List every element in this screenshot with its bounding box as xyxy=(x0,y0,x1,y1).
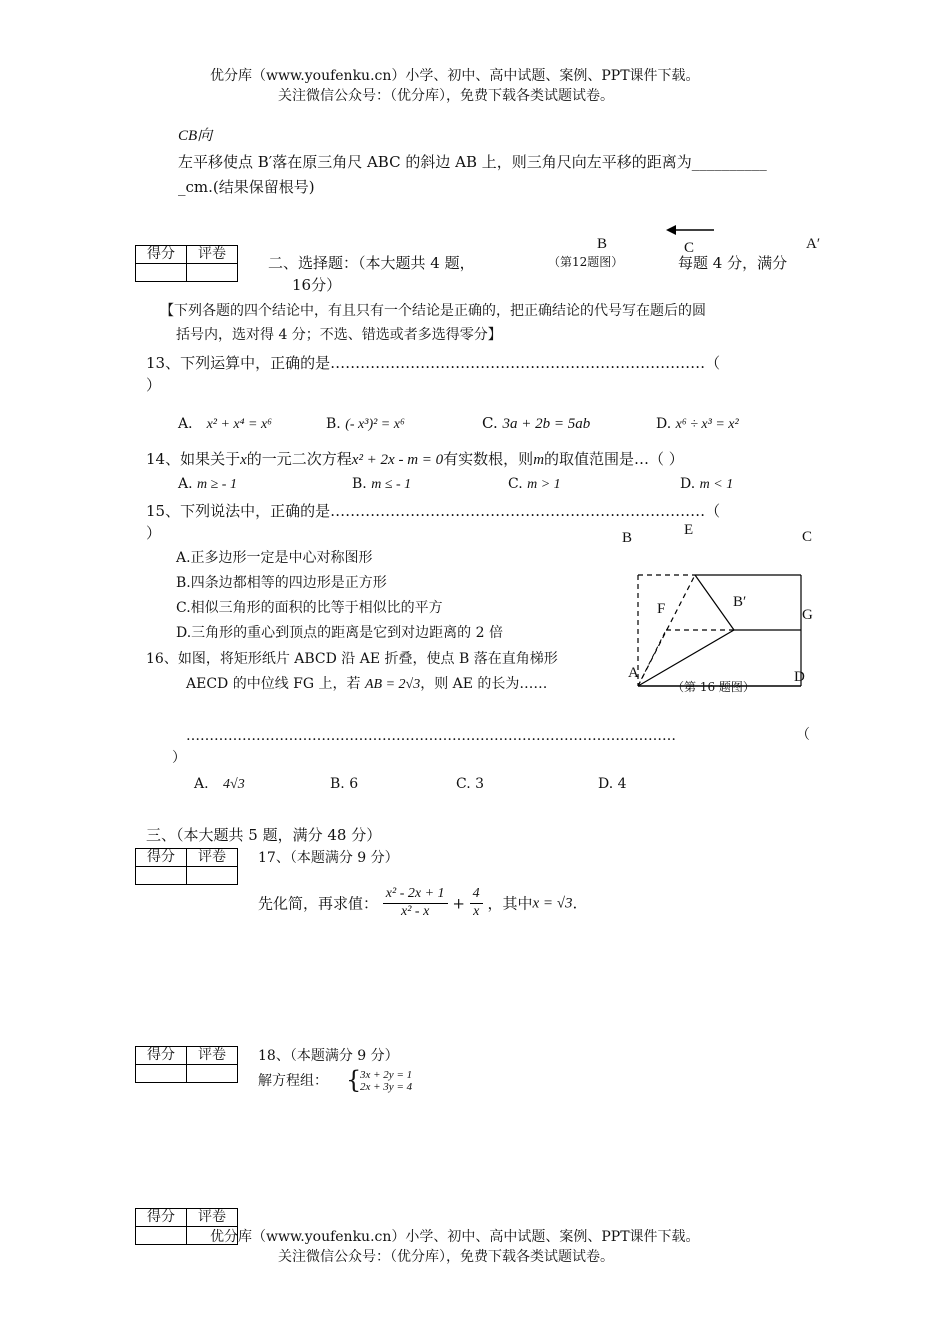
q16-option-d[interactable]: D. 4 xyxy=(598,776,627,792)
score-box-q18 xyxy=(135,1046,238,1083)
section2-title-end: 16分） xyxy=(292,276,342,294)
q13-option-d-expr: x⁶ ÷ x³ = x² xyxy=(675,417,739,432)
q16-label-g: G xyxy=(802,607,813,623)
score-label: 得分 xyxy=(136,246,187,264)
q16-stem-eq: AB = 2√3 xyxy=(364,677,421,692)
section2-title-tail: 每题 4 分，满分 xyxy=(678,254,788,272)
q17-cond-expr: x = √3 xyxy=(532,895,573,912)
q17-frac2-num: 4 xyxy=(470,886,483,904)
q12-line-1: CB向 xyxy=(178,128,213,144)
q16-stem-line-2-pre: AECD 的中位线 FG 上，若 xyxy=(186,676,361,692)
q12-line-3: _cm.(结果保留根号) xyxy=(178,178,315,196)
q14-stem-eq: x² + 2x - m = 0 xyxy=(351,452,444,468)
q16-close: ） xyxy=(172,750,186,766)
q16-caption: （第 16 题图） xyxy=(672,680,755,694)
q16-stem-line-2-post: ，则 AE 的长为…… xyxy=(420,676,548,692)
q13-option-b[interactable] xyxy=(326,416,405,434)
q14-option-d-expr: m < 1 xyxy=(699,477,734,492)
q14-stem-post: 有实数根，则 xyxy=(443,450,534,468)
q15-option-c[interactable]: C.相似三角形的面积的比等于相似比的平方 xyxy=(176,600,443,616)
score-label: 得分 xyxy=(136,1047,187,1065)
q14-option-c[interactable] xyxy=(508,476,561,494)
q13-option-c-label: C. xyxy=(482,414,498,432)
q13-option-c-expr: 3a + 2b = 5ab xyxy=(502,416,591,432)
q17-frac2-den: x xyxy=(473,903,480,919)
q16-option-c[interactable]: C. 3 xyxy=(456,776,485,792)
review-cell[interactable] xyxy=(187,1065,238,1083)
q13-option-c[interactable] xyxy=(482,414,590,433)
q14-option-b[interactable] xyxy=(352,476,411,494)
q13-option-d[interactable] xyxy=(656,416,739,434)
q13-option-d-label: D. xyxy=(656,416,672,432)
review-label: 评卷 xyxy=(187,1209,238,1227)
review-cell[interactable] xyxy=(187,867,238,885)
q13-stem: 13、下列运算中，正确的是…………………………………………………………………（ xyxy=(146,354,721,372)
q15-stem: 15、下列说法中，正确的是…………………………………………………………………（ xyxy=(146,502,721,520)
q16-stem-line-2 xyxy=(186,676,547,694)
q14-stem-var2: m xyxy=(533,452,545,468)
q14-option-c-label: C. xyxy=(508,476,523,492)
q16-figure xyxy=(630,570,805,690)
q12-label-c: C xyxy=(684,240,695,256)
q17-fraction-1 xyxy=(383,886,448,921)
q15-close: ） xyxy=(146,524,162,542)
q13-option-a[interactable] xyxy=(178,416,272,434)
q12-label-b: B xyxy=(597,236,608,252)
score-cell[interactable] xyxy=(136,264,187,282)
q16-label-a: A xyxy=(628,665,639,681)
q14-option-a[interactable] xyxy=(178,476,237,494)
q16-label-b: B xyxy=(622,530,633,546)
q12-arrow-icon xyxy=(664,222,716,238)
q14-stem-mid: 的一元二次方程 xyxy=(246,450,352,468)
review-label: 评卷 xyxy=(187,849,238,867)
q16-label-b-prime: B′ xyxy=(733,594,747,610)
q17-cond-end: . xyxy=(572,894,578,913)
score-cell[interactable] xyxy=(136,867,187,885)
q17-plus: + xyxy=(452,894,465,913)
q15-option-a[interactable]: A.正多边形一定是中心对称图形 xyxy=(176,550,373,566)
section3-title: 三、（本大题共 5 题，满分 48 分） xyxy=(146,826,382,844)
review-cell[interactable] xyxy=(187,264,238,282)
review-label: 评卷 xyxy=(187,246,238,264)
q14-option-c-expr: m > 1 xyxy=(527,477,561,492)
q17-cond-pre: ，其中 xyxy=(487,894,533,913)
q15-option-d[interactable]: D.三角形的重心到顶点的距离是它到对边距离的 2 倍 xyxy=(176,625,503,641)
q18-brace: { xyxy=(346,1066,362,1094)
footer-line-2: 关注微信公众号：（优分库），免费下载各类试题试卷。 xyxy=(278,1249,614,1265)
q16-label-e: E xyxy=(684,522,694,538)
q13-option-b-expr: (- x³)² = x⁶ xyxy=(345,417,405,432)
header-line-2: 关注微信公众号：（优分库），免费下载各类试题试卷。 xyxy=(278,88,614,104)
q17-title: 17、（本题满分 9 分） xyxy=(258,850,399,866)
q16-option-a-label: A. xyxy=(194,776,209,792)
q16-label-c: C xyxy=(802,529,813,545)
header-line-1: 优分库（www.youfenku.cn）小学、初中、高中试题、案例、PPT课件下载。 xyxy=(210,68,700,84)
q17-frac1-num: x² - 2x + 1 xyxy=(383,886,448,904)
q17-fraction-2 xyxy=(470,886,483,921)
score-cell[interactable] xyxy=(136,1227,187,1245)
q17-expression xyxy=(258,886,577,921)
score-box-section2 xyxy=(135,245,238,282)
q14-stem-end: 的取值范围是…（ ） xyxy=(544,450,684,468)
q16-label-f: F xyxy=(657,601,666,617)
score-label: 得分 xyxy=(136,849,187,867)
q18-prompt: 解方程组： xyxy=(258,1073,328,1089)
section2-instructions-1: 【下列各题的四个结论中，有且只有一个结论是正确的，把正确结论的代号写在题后的圆 xyxy=(160,303,706,319)
footer-line-1: 优分库（www.youfenku.cn）小学、初中、高中试题、案例、PPT课件下载。 xyxy=(210,1229,700,1245)
q16-option-a-expr: 4√3 xyxy=(223,777,245,792)
q16-stem-line-1: 16、如图，将矩形纸片 ABCD 沿 AE 折叠，使点 B 落在直角梯形 xyxy=(146,651,558,667)
q13-option-b-label: B. xyxy=(326,416,341,432)
q14-option-d-label: D. xyxy=(680,476,696,492)
section2-instructions-2: 括号内，选对得 4 分；不选、错选或者多选得零分】 xyxy=(176,327,502,343)
q15-option-b[interactable]: B.四条边都相等的四边形是正方形 xyxy=(176,575,387,591)
q18-eq1: 3x + 2y = 1 xyxy=(360,1069,413,1081)
q13-close: ） xyxy=(146,376,162,394)
q14-option-a-label: A. xyxy=(178,476,193,492)
q16-label-d: D xyxy=(794,669,805,685)
q16-dots: …………………………………………………………………………………………… xyxy=(186,728,676,744)
q14-option-b-label: B. xyxy=(352,476,367,492)
q14-stem-pre: 14、如果关于 xyxy=(146,450,241,468)
q18-eq2: 2x + 3y = 4 xyxy=(360,1081,413,1093)
q13-option-a-label: A． xyxy=(178,416,203,432)
q18-title: 18、（本题满分 9 分） xyxy=(258,1048,399,1064)
q12-caption: （第12题图） xyxy=(548,255,624,269)
q14-option-d[interactable] xyxy=(680,476,733,494)
score-label: 得分 xyxy=(136,1209,187,1227)
q14-stem xyxy=(146,450,684,469)
q14-stem-var: x xyxy=(240,452,247,468)
q12-label-a-prime: A′ xyxy=(806,236,821,252)
q16-option-b[interactable]: B. 6 xyxy=(330,776,359,792)
score-box-q17 xyxy=(135,848,238,885)
q16-paren-open: （ xyxy=(796,727,810,743)
review-label: 评卷 xyxy=(187,1047,238,1065)
score-cell[interactable] xyxy=(136,1065,187,1083)
q14-option-b-expr: m ≤ - 1 xyxy=(371,477,412,492)
section2-title: 二、选择题：（本大题共 4 题， xyxy=(268,254,475,272)
q13-option-a-expr: x² + x⁴ = x⁶ xyxy=(206,417,273,432)
q12-line-2: 左平移使点 B′落在原三角尺 ABC 的斜边 AB 上，则三角尺向左平移的距离为__________ xyxy=(178,153,767,171)
q17-prompt: 先化简，再求值： xyxy=(258,894,379,913)
q16-option-a[interactable] xyxy=(194,776,245,794)
q14-option-a-expr: m ≥ - 1 xyxy=(197,477,237,492)
q17-frac1-den: x² - x xyxy=(401,903,430,919)
